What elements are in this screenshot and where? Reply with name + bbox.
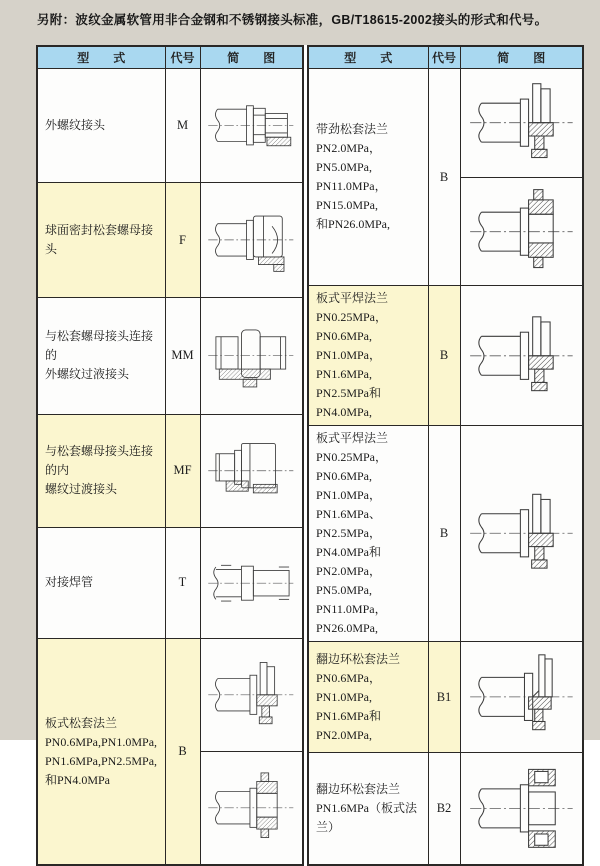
male-thread-fitting-diagram [201, 69, 303, 182]
fitting-type-cell [308, 426, 428, 642]
diagram-cell [460, 426, 583, 642]
neck-loose-flange-sym-drawing [465, 182, 578, 281]
fitting-code-cell: B [428, 286, 460, 426]
neck-loose-flange-up-drawing [465, 73, 578, 172]
sphere-seal-nut-fitting-drawing [204, 187, 298, 293]
plate-loose-flange-up-drawing [204, 643, 298, 747]
plate-loose-flange-sym-diagram [201, 751, 303, 864]
fitting-code-cell: B1 [428, 642, 460, 753]
table-body-right [308, 69, 583, 866]
butt-weld-tube-diagram [201, 528, 303, 639]
sphere-seal-nut-fitting-diagram [201, 183, 303, 297]
fitting-type-line: PN0.25MPa，PN0.6MPa, [316, 450, 388, 483]
fitting-type-line: PN1.0MPa，PN1.6MPa、 [316, 488, 382, 521]
diagram-stack [201, 639, 303, 864]
fitting-code-cell: M [165, 69, 200, 183]
fitting-code-cell: MM [165, 298, 200, 414]
table-row [308, 753, 583, 866]
diagram-stack [461, 426, 583, 641]
table-row [37, 69, 303, 183]
fitting-type-line: 和PN4.0MPa [45, 772, 111, 787]
b2-plate-flange-drawing [465, 757, 578, 860]
diagram-stack [201, 415, 303, 527]
fitting-type-line: 板式平焊法兰 [316, 291, 389, 305]
fitting-code-cell: B2 [428, 753, 460, 866]
fitting-tables [36, 45, 584, 866]
flat-weld-flange-drawing [465, 291, 578, 421]
header-row [308, 46, 583, 69]
col-header-diagram: 简 图 [200, 46, 303, 69]
col-header-type: 型 式 [37, 46, 165, 69]
fitting-code-cell: F [165, 183, 200, 298]
plate-loose-flange-up-diagram [201, 639, 303, 751]
diagram-cell [460, 286, 583, 426]
butt-weld-tube-drawing [204, 532, 298, 634]
fitting-type-line: 和PN26.0MPa, [316, 217, 391, 231]
diagram-cell [460, 69, 583, 286]
diagram-stack [201, 183, 303, 297]
female-adapter-fitting-diagram [201, 415, 303, 527]
fitting-type-line: PN2.0MPa，PN5.0MPa, [316, 141, 382, 174]
fitting-code-cell: B [428, 426, 460, 642]
fitting-type-line: 外螺纹接头 [45, 118, 106, 133]
fitting-type-cell [37, 298, 165, 414]
col-header-type: 型 式 [308, 46, 428, 69]
male-male-adapter-drawing [204, 302, 298, 409]
diagram-cell [200, 639, 303, 865]
table-body-left [37, 69, 303, 866]
fitting-type-line: 板式平焊法兰 [316, 431, 389, 445]
table-row [37, 298, 303, 414]
neck-loose-flange-sym-diagram [461, 177, 583, 286]
fitting-code-cell: MF [165, 414, 200, 527]
fitting-type-line: 螺纹过渡接头 [45, 482, 118, 497]
diagram-stack [461, 642, 583, 752]
diagram-stack [201, 69, 303, 182]
fitting-type-cell [308, 642, 428, 753]
fitting-type-cell [308, 69, 428, 286]
col-header-diagram: 简 图 [460, 46, 583, 69]
flare-ring-flange-diagram [461, 642, 583, 752]
b2-plate-flange-diagram [461, 753, 583, 864]
fitting-type-cell [308, 753, 428, 866]
diagram-cell [200, 298, 303, 414]
flat-weld-flange-2-diagram [461, 426, 583, 641]
fitting-type-line: PN11.0MPa，PN15.0MPa, [316, 179, 387, 212]
table-row [308, 642, 583, 753]
fitting-type-line: PN0.6MPa，PN1.0MPa, [316, 670, 382, 704]
diagram-stack [461, 753, 583, 864]
fitting-type-cell [37, 414, 165, 527]
fitting-type-line: PN11.0MPa，PN26.0MPa, [316, 602, 387, 635]
table-row [308, 426, 583, 642]
fitting-type-line: PN2.5MPa和PN4.0MPa, [316, 386, 382, 419]
table-row [308, 69, 583, 286]
table-row [37, 183, 303, 298]
diagram-stack [461, 69, 583, 285]
fitting-type-line: 翻边环松套法兰 [316, 782, 401, 796]
fitting-type-cell [37, 639, 165, 865]
fitting-table-left [36, 45, 304, 866]
flare-ring-flange-drawing [465, 646, 578, 748]
fitting-type-line: 与松套螺母接头连接的内 [45, 444, 154, 478]
col-header-code: 代号 [165, 46, 200, 69]
diagram-cell [460, 753, 583, 866]
table-row [37, 414, 303, 527]
male-male-adapter-diagram [201, 298, 303, 413]
fitting-type-line: 翻边环松套法兰 [316, 651, 401, 666]
diagram-stack [201, 298, 303, 413]
fitting-code-cell: B [428, 69, 460, 286]
table-row [308, 286, 583, 426]
table-row [37, 639, 303, 865]
neck-loose-flange-up-diagram [461, 69, 583, 177]
flat-weld-flange-diagram [461, 286, 583, 425]
fitting-type-line: PN2.5MPa，PN4.0MPa和 [316, 526, 382, 559]
diagram-cell [460, 642, 583, 753]
diagram-stack [201, 528, 303, 639]
fitting-type-line: PN0.6MPa,PN1.0MPa, [45, 734, 158, 749]
fitting-code-cell: T [165, 527, 200, 639]
fitting-type-line: PN1.6MPa,PN2.5MPa, [45, 753, 158, 768]
fitting-type-cell [37, 183, 165, 298]
fitting-type-line: 外螺纹过液接头 [45, 367, 130, 382]
fitting-type-line: PN2.0MPa，PN5.0MPa, [316, 564, 382, 597]
doc-title: 另附：波纹金属软管用非合金钢和不锈钢接头标准，GB/T18615-2002接头的形式和代号。 [37, 13, 548, 27]
fitting-type-line: 对接焊管 [45, 575, 94, 590]
diagram-cell [200, 527, 303, 639]
fitting-type-line: PN1.0MPa，PN1.6MPa, [316, 348, 382, 381]
header-row [37, 46, 303, 69]
diagram-cell [200, 414, 303, 527]
fitting-code-cell: B [165, 639, 200, 865]
fitting-type-cell [37, 69, 165, 183]
diagram-cell [200, 183, 303, 298]
fitting-type-line: PN1.6MPa（板式法兰） [316, 801, 418, 834]
diagram-stack [461, 286, 583, 425]
female-adapter-fitting-drawing [204, 419, 298, 523]
fitting-type-line: PN0.25MPa，PN0.6MPa, [316, 310, 388, 343]
fitting-type-cell [37, 527, 165, 639]
fitting-type-line: PN1.6MPa和PN2.0MPa, [316, 708, 382, 742]
flat-weld-flange-2-drawing [465, 432, 578, 635]
male-thread-fitting-drawing [204, 73, 298, 178]
diagram-cell [200, 69, 303, 183]
table-row [37, 527, 303, 639]
plate-loose-flange-sym-drawing [204, 756, 298, 860]
fitting-table-right [307, 45, 584, 866]
fitting-type-line: 带劲松套法兰 [316, 122, 389, 136]
fitting-type-line: 球面密封松套螺母接头 [45, 223, 154, 257]
fitting-type-cell [308, 286, 428, 426]
col-header-code: 代号 [428, 46, 460, 69]
fitting-type-line: 板式松套法兰 [45, 715, 118, 730]
fitting-type-line: 与松套螺母接头连接的 [45, 329, 154, 363]
